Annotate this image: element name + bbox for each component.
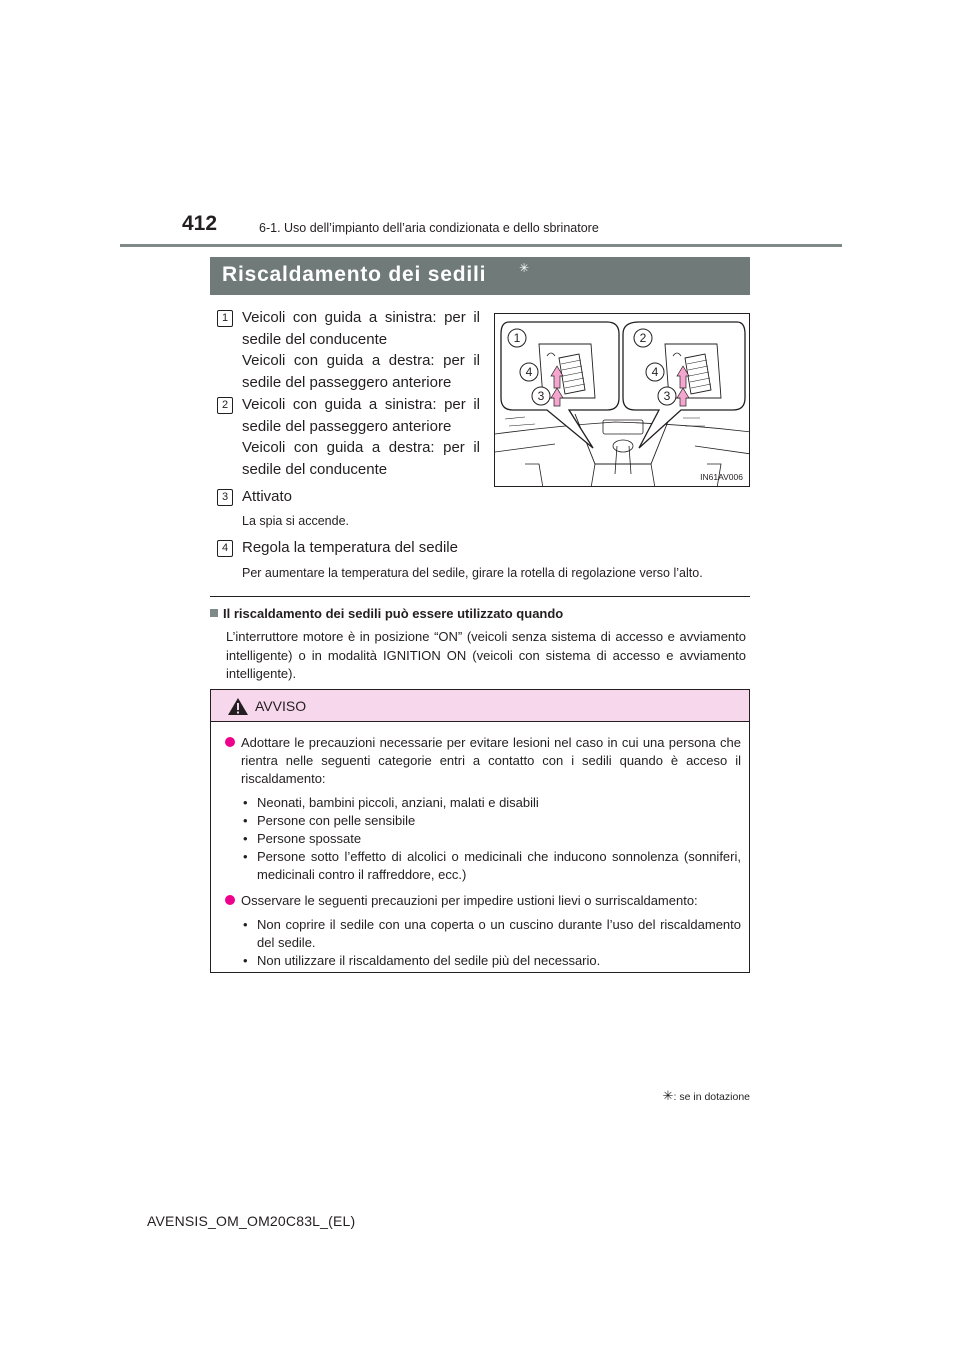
- item-1-text: [242, 307, 480, 393]
- warning-triangle-icon: [227, 697, 249, 716]
- list-item: • Non utilizzare il riscaldamento del sedile più del necessario.: [223, 952, 741, 970]
- item-4-line-1: Regola la temperatura del sedile: [242, 539, 458, 556]
- item-number-2: 2: [217, 397, 233, 414]
- warning-bullet-2-text: Osservare le seguenti precauzioni per impedire ustioni lievi o surriscaldamento:: [241, 893, 698, 908]
- note-rule: [210, 596, 750, 597]
- item-1-line-1: Veicoli con guida a sinistra: per il sedile del conducente: [242, 309, 480, 348]
- list-item: • Persone con pelle sensibile: [223, 812, 741, 830]
- warning-header: [211, 690, 749, 722]
- note-heading: [210, 606, 563, 621]
- warning-sublist-2: [223, 916, 741, 970]
- warning-bullet-1: [223, 734, 741, 788]
- chapter-title: 6-1. Uso dell’impianto dell’aria condizionata e dello sbrinatore: [259, 221, 599, 235]
- warning-content: [223, 734, 741, 978]
- warning-box: [210, 689, 750, 973]
- list-item: • Persone sotto l’effetto di alcolici o medicinali che inducono sonnolenza (sonniferi, medicinali contro il raffreddore, ecc.): [223, 848, 741, 884]
- callout-3-left: 3: [537, 389, 545, 403]
- callout-4-left: 4: [525, 365, 533, 379]
- warning-title: AVVISO: [255, 698, 307, 714]
- callout-4-right: 4: [651, 365, 659, 379]
- footnote-text: : se in dotazione: [673, 1091, 750, 1103]
- item-number-3: 3: [217, 489, 233, 506]
- callout-2-right: 2: [639, 331, 647, 345]
- seat-heater-illustration: [494, 313, 750, 487]
- callout-1-left: 1: [513, 331, 521, 345]
- bullet-dot-icon: [225, 895, 235, 905]
- item-4-subtext: Per aumentare la temperatura del sedile, girare la rotella di regolazione verso l’alto.: [242, 566, 703, 580]
- section-title: Riscaldamento dei sedili: [222, 263, 487, 286]
- footnote: [663, 1088, 750, 1104]
- warning-sublist-1: [223, 794, 741, 884]
- section-title-bar: [210, 257, 750, 295]
- bullet-dot-icon: [225, 737, 235, 747]
- document-id: AVENSIS_OM_OM20C83L_(EL): [147, 1213, 356, 1229]
- item-3-text: [242, 486, 480, 508]
- warning-bullet-2: [223, 892, 741, 910]
- item-number-4: 4: [217, 540, 233, 557]
- footnote-mark: ✳: [662, 1088, 674, 1103]
- item-2-line-2: Veicoli con guida a destra: per il sedile del conducente: [242, 439, 480, 478]
- item-3-line-1: Attivato: [242, 488, 293, 505]
- page-number: 412: [182, 212, 218, 235]
- list-item: • Persone spossate: [223, 830, 741, 848]
- item-2-line-1: Veicoli con guida a sinistra: per il sedile del passeggero anteriore: [242, 396, 480, 435]
- list-item: • Neonati, bambini piccoli, anziani, malati e disabili: [223, 794, 741, 812]
- dashboard-drawing: [495, 314, 750, 487]
- header-rule: [120, 244, 842, 247]
- item-2-text: [242, 394, 480, 480]
- item-4-text: [242, 537, 542, 559]
- item-number-1: 1: [217, 310, 233, 327]
- note-heading-text: Il riscaldamento dei sedili può essere utilizzato quando: [223, 606, 564, 621]
- item-3-subtext: La spia si accende.: [242, 514, 350, 528]
- figure-code: IN61AV006: [700, 472, 743, 482]
- optional-equipment-mark: ✳: [519, 261, 530, 275]
- note-body: L’interruttore motore è in posizione “ON” (veicoli senza sistema di accesso e avviamento intelligente) o in modalità IGNITION ON (veicoli con sistema di accesso e avviamento intelligente).: [226, 629, 746, 681]
- warning-bullet-1-text: Adottare le precauzioni necessarie per evitare lesioni nel caso in cui una persona che rientra nelle seguenti categorie entri a contatto con i sedili quando è acceso il riscaldamento:: [241, 735, 741, 786]
- item-1-line-2: Veicoli con guida a destra: per il sedile del passeggero anteriore: [242, 352, 480, 391]
- callout-3-right: 3: [663, 389, 671, 403]
- list-item: • Non coprire il sedile con una coperta o un cuscino durante l’uso del riscaldamento del sedile.: [223, 916, 741, 952]
- note-square-icon: [210, 609, 218, 617]
